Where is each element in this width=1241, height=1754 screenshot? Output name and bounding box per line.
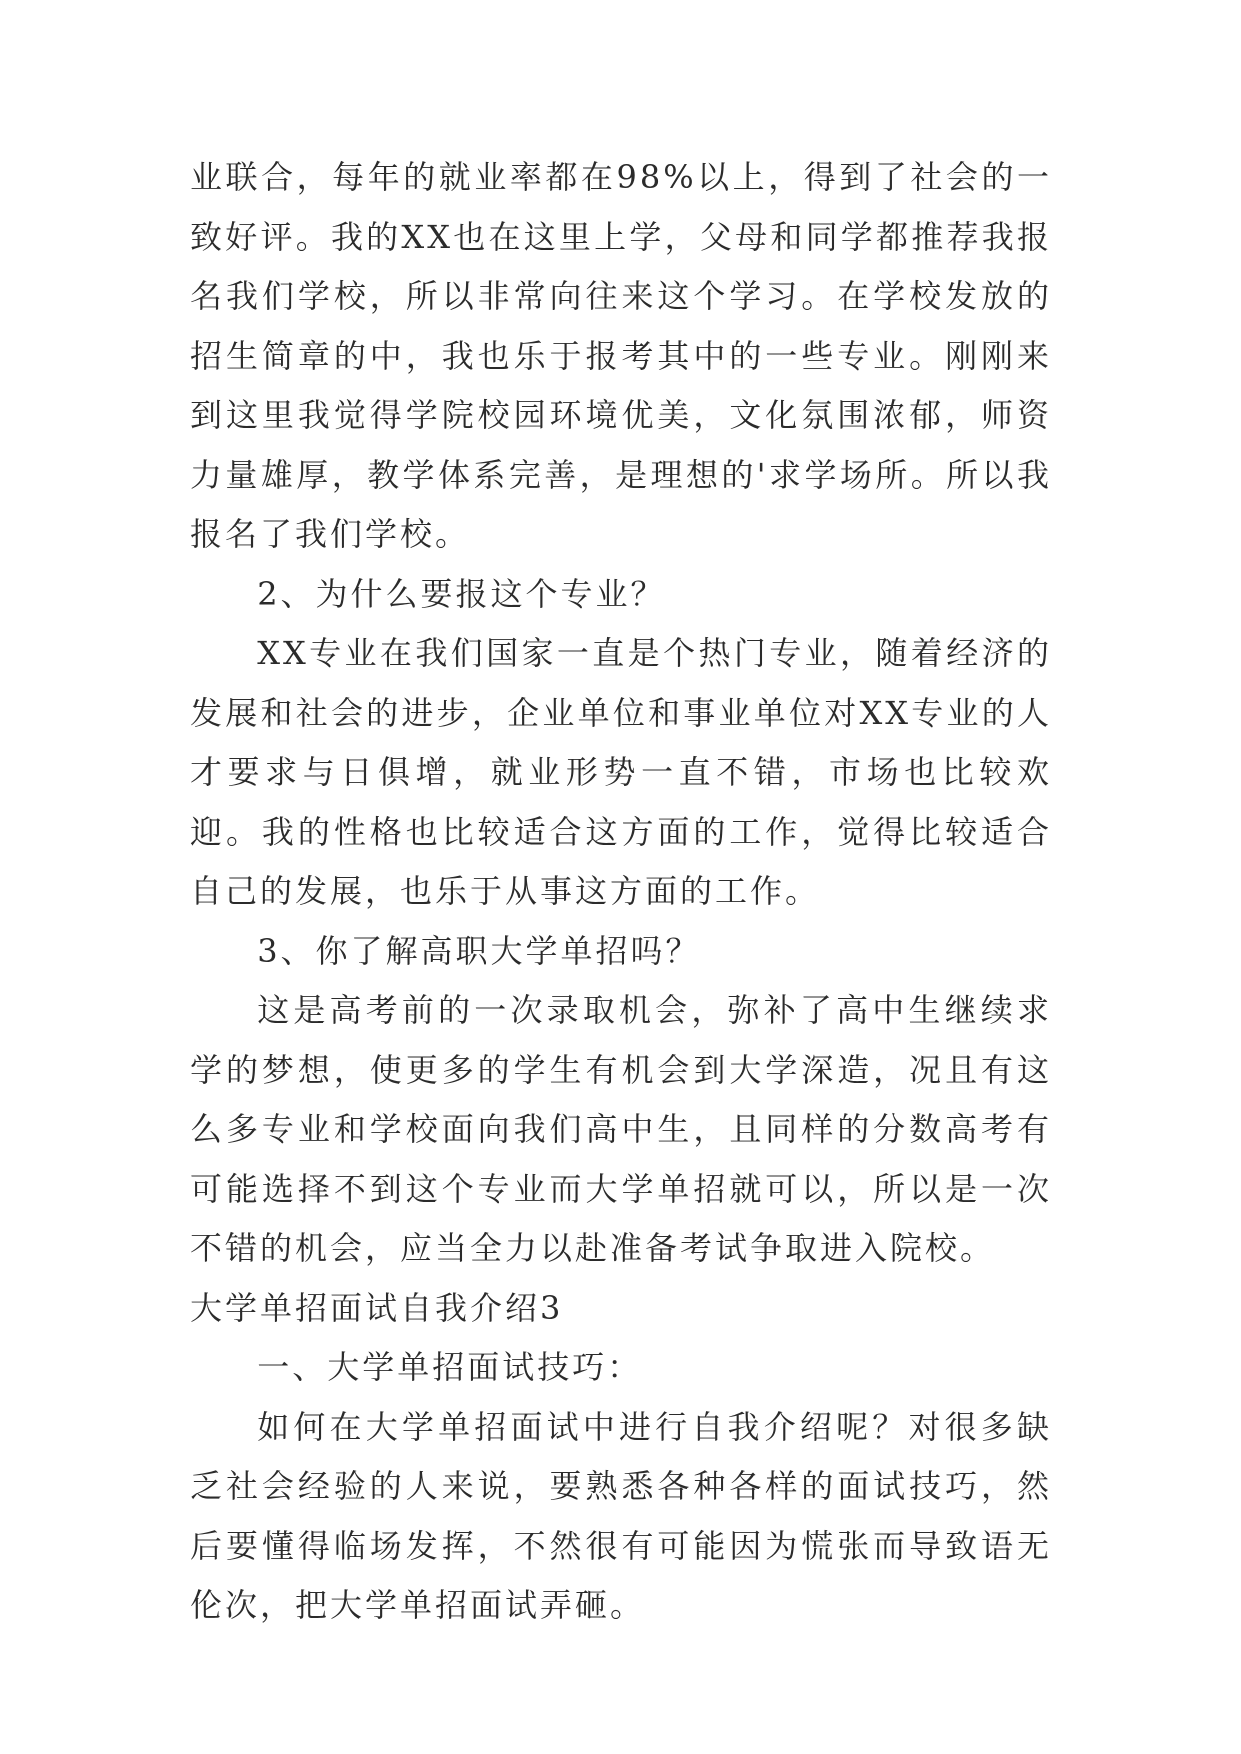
body-paragraph: 如何在大学单招面试中进行自我介绍呢？对很多缺乏社会经验的人来说，要熟悉各种各样的面试技巧，然后要懂得临场发挥，不然很有可能因为慌张而导致语无伦次，把大学单招面试弄砸。 (190, 1407, 1052, 1624)
answer-paragraph-3: 这是高考前的一次录取机会，弥补了高中生继续求学的梦想，使更多的学生有机会到大学深造，况且有这么多专业和学校面向我们高中生，且同样的分数高考有可能选择不到这个专业而大学单招就可以，所以是一次不错的机会，应当全力以赴准备考试争取进入院校。 (190, 991, 1052, 1267)
question-heading-3: 3、你了解高职大学单招吗？ (257, 931, 701, 970)
question-heading-2: 2、为什么要报这个专业？ (257, 574, 666, 613)
paragraph-continued: 业联合，每年的就业率都在98%以上，得到了社会的一致好评。我的XX也在这里上学，父母和同学都推荐我报名我们学校，所以非常向往来这个学习。在学校发放的招生简章的中，我也乐于报考其中的一些专业。刚刚来到这里我觉得学院校园环境优美，文化氛围浓郁，师资力量雄厚，教学体系完善，是理想的'求学场所。所以我报名了我们学校。 (190, 158, 1052, 553)
document-body (190, 148, 1052, 1636)
answer-paragraph-2: XX专业在我们国家一直是个热门专业，随着经济的发展和社会的进步，企业单位和事业单位对XX专业的人才要求与日俱增，就业形势一直不错，市场也比较欢迎。我的性格也比较适合这方面的工作，觉得比较适合自己的发展，也乐于从事这方面的工作。 (190, 634, 1052, 910)
subsection-heading: 一、大学单招面试技巧： (257, 1348, 643, 1386)
section-title: 大学单招面试自我介绍3 (190, 1288, 564, 1327)
